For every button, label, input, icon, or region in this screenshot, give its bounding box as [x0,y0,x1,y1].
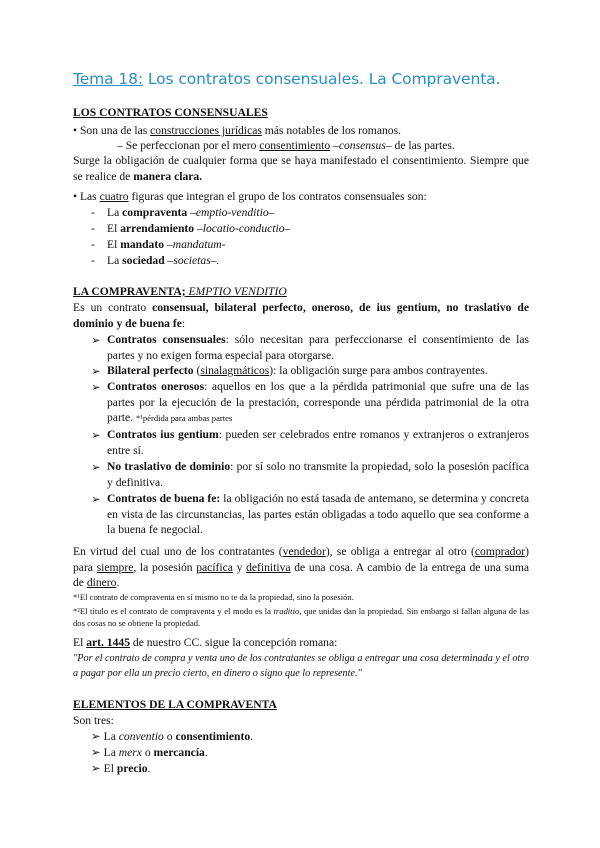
list-item: ➢ La conventio o consentimiento. [91,730,254,743]
paragraph: Son tres: [73,714,114,727]
section-heading-elementos: ELEMENTOS DE LA COMPRAVENTA [73,698,277,711]
arrow-bullet-icon: ➢ [91,365,101,378]
list-item: - La sociedad –societas–. [91,254,220,267]
arrow-bullet-icon: ➢ [91,381,101,394]
arrow-bullet-icon: ➢ [91,730,101,743]
list-item: Contratos de buena fe: la obligación no está tasada de antemano, se determina y concreta en vista de las circunstancias, las partes están obligadas a todo aquello que sea conforme a la buena fe negocial. [107,492,529,537]
list-item: - El mandato –mandatum- [91,238,226,251]
arrow-bullet-icon: ➢ [91,334,101,347]
list-item: - La compraventa –emptio-venditio– [91,206,275,219]
list-item: ➢ El precio. [91,762,151,775]
quote: "Por el contrato de compra y venta uno de los contratantes se obliga a entregar una cosa determinada y el otro a pagar por ella un precio cierto, en dinero o signo que lo represente." [73,653,529,679]
arrow-bullet-icon: ➢ [91,762,101,775]
list-item: Contratos consensuales: sólo necesitan para perfeccionarse el consentimiento de las partes y no exigen forma especial para otorgarse. [107,333,530,362]
paragraph: El art. 1445 de nuestro CC. sigue la concepción romana: [73,636,338,649]
section-heading-compraventa: LA COMPRAVENTA; EMPTIO VENDITIO [73,285,287,298]
footnote: *¹El contrato de compraventa en sí mismo no te da la propiedad, sino la posesión. [73,592,354,602]
arrow-bullet-icon: ➢ [91,493,101,506]
list-item: Bilateral perfecto (sinalagmáticos): la obligación surge para ambos contrayentes. [107,364,488,377]
arrow-bullet-icon: ➢ [91,429,101,442]
list-item: Contratos onerosos: aquellos en los que a la pérdida patrimonial que sufre una de las partes por la ejecución de la prestación, corresponde una pérdida patrimonial de la otra parte. *¹pérdida para ambas partes [107,380,529,425]
list-item: No traslativo de dominio: por sí solo no transmite la propiedad, solo la posesión pacífica y definitiva. [107,460,530,489]
page-title: Tema 18: Los contratos consensuales. La Compraventa. [73,70,501,88]
footnote: *²El título es el contrato de compraventa y el modo es la traditio, que unidas dan la propiedad. Sin embargo si fallan alguna de las dos cosas no se obtiene la propiedad. [73,606,529,628]
list-item: - El arrendamiento –locatio-conductio– [91,222,291,235]
paragraph: Es un contrato consensual, bilateral perfecto, oneroso, de ius gentium, no traslativo de dominio y de buena fe: [73,301,529,330]
paragraph: – Se perfeccionan por el mero consentimiento –consensus– de las partes. [117,139,455,152]
paragraph: • Son una de las construcciones jurídicas más notables de los romanos. [73,124,401,137]
section-heading-consensuales: LOS CONTRATOS CONSENSUALES [73,106,268,119]
arrow-bullet-icon: ➢ [91,461,101,474]
paragraph: • Las cuatro figuras que integran el grupo de los contratos consensuales son: [73,190,427,203]
list-item: ➢ La merx o mercancía. [91,746,208,759]
arrow-bullet-icon: ➢ [91,746,101,759]
paragraph: Surge la obligación de cualquier forma que se haya manifestado el consentimiento. Siempre que se realice de manera clara. [73,154,529,183]
paragraph: En virtud del cual uno de los contratantes (vendedor), se obliga a entregar al otro (comprador) para siempre, la posesión pacífica y definitiva de una cosa. A cambio de la entrega de una suma de dinero. [73,545,530,590]
list-item: Contratos ius gentium: pueden ser celebrados entre romanos y extranjeros o extranjeros entre sí. [107,428,529,457]
